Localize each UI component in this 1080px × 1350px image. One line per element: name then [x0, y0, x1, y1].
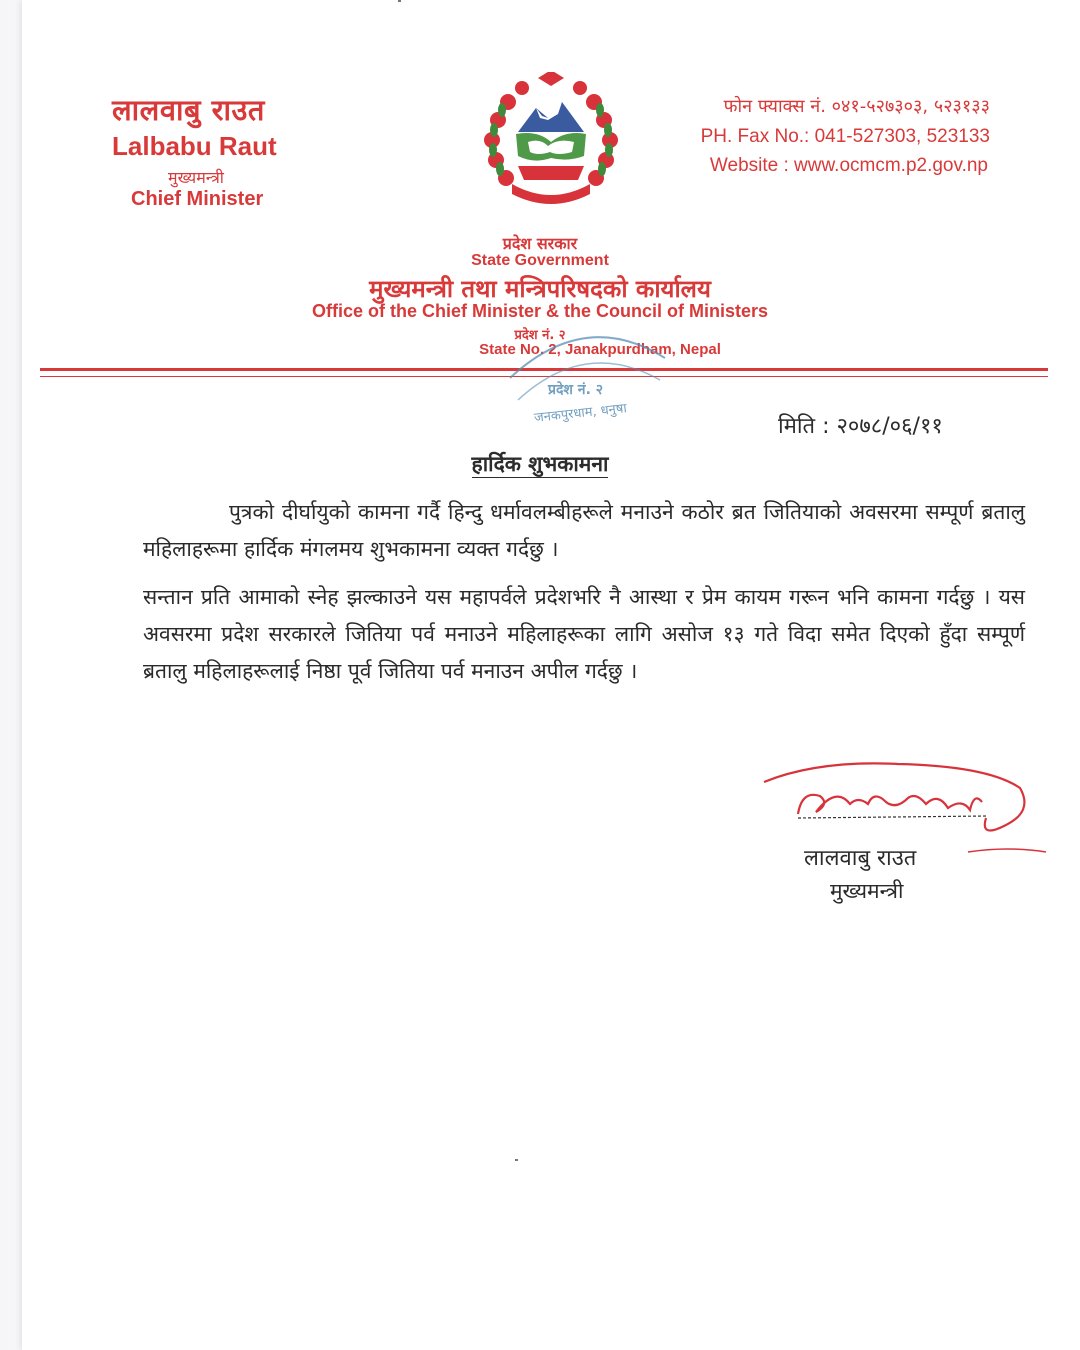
signatory-title: मुख्यमन्त्री [830, 879, 904, 903]
paper-speck [398, 0, 401, 2]
phone-fax-english: PH. Fax No.: 041-527303, 523133 [700, 126, 990, 147]
minister-name-nepali: लालवाबु राउत [112, 93, 265, 127]
stamp-line-2: जनकपुरधाम, धनुषा [533, 401, 628, 426]
website-text: Website : www.ocmcm.p2.gov.np [709, 155, 988, 176]
signatory-name: लालवाबु राउत [804, 846, 917, 871]
minister-title-english: Chief Minister [131, 188, 264, 210]
minister-name-english: Lalbabu Raut [112, 131, 277, 161]
state-government-nepali: प्रदेश सरकार [502, 234, 578, 253]
state-government-english: State Government [471, 252, 609, 269]
letter-paragraph-2: सन्तान प्रति आमाको स्नेह झल्काउने यस महापर्वले प्रदेशभरि नै आस्था र प्रेम कायम गरून भनि कामना गर्दछु । यस अवसरमा प्रदेश सरकारले जितिया पर्व मनाउने महिलाहरूका लागि असोज १३ गते विदा समेत दिएको हुँदा सम्पूर्ण ब्रतालु महिलाहरूलाई निष्ठा पूर्व जितिया पर्व मनाउन अपील गर्दछु । [143, 585, 1025, 683]
letter-paragraph-1: पुत्रको दीर्घायुको कामना गर्दै हिन्दु धर्मावलम्बीहरूले मनाउने कठोर ब्रत जितियाको अवसरमा सम्पूर्ण ब्रतालु महिलाहरूमा हार्दिक मंगलमय शुभकामना व्यक्त गर्दछु । [143, 500, 1025, 561]
letter-heading-text: हार्दिक शुभकामना [471, 452, 609, 476]
minister-title-nepali: मुख्यमन्त्री [168, 168, 224, 187]
letter-heading [0, 450, 1080, 478]
state-address-english: State No. 2, Janakpurdham, Nepal [479, 341, 721, 358]
letter-date: मिति : २०७८/०६/११ [778, 414, 943, 439]
state-number-nepali: प्रदेश नं. २ [514, 328, 566, 343]
stamp-line-1: प्रदेश नं. २ [548, 382, 604, 398]
office-seal-stamp [500, 318, 670, 428]
office-name-nepali: मुख्यमन्त्री तथा मन्त्रिपरिषदको कार्यालय [369, 275, 711, 303]
paper-speck [515, 1159, 518, 1161]
phone-fax-nepali: फोन फ्याक्स नं. ०४१-५२७३०३, ५२३१३३ [723, 96, 990, 117]
office-name-english: Office of the Chief Minister & the Council of Ministers [311, 301, 769, 321]
nepal-emblem-icon [478, 72, 624, 212]
